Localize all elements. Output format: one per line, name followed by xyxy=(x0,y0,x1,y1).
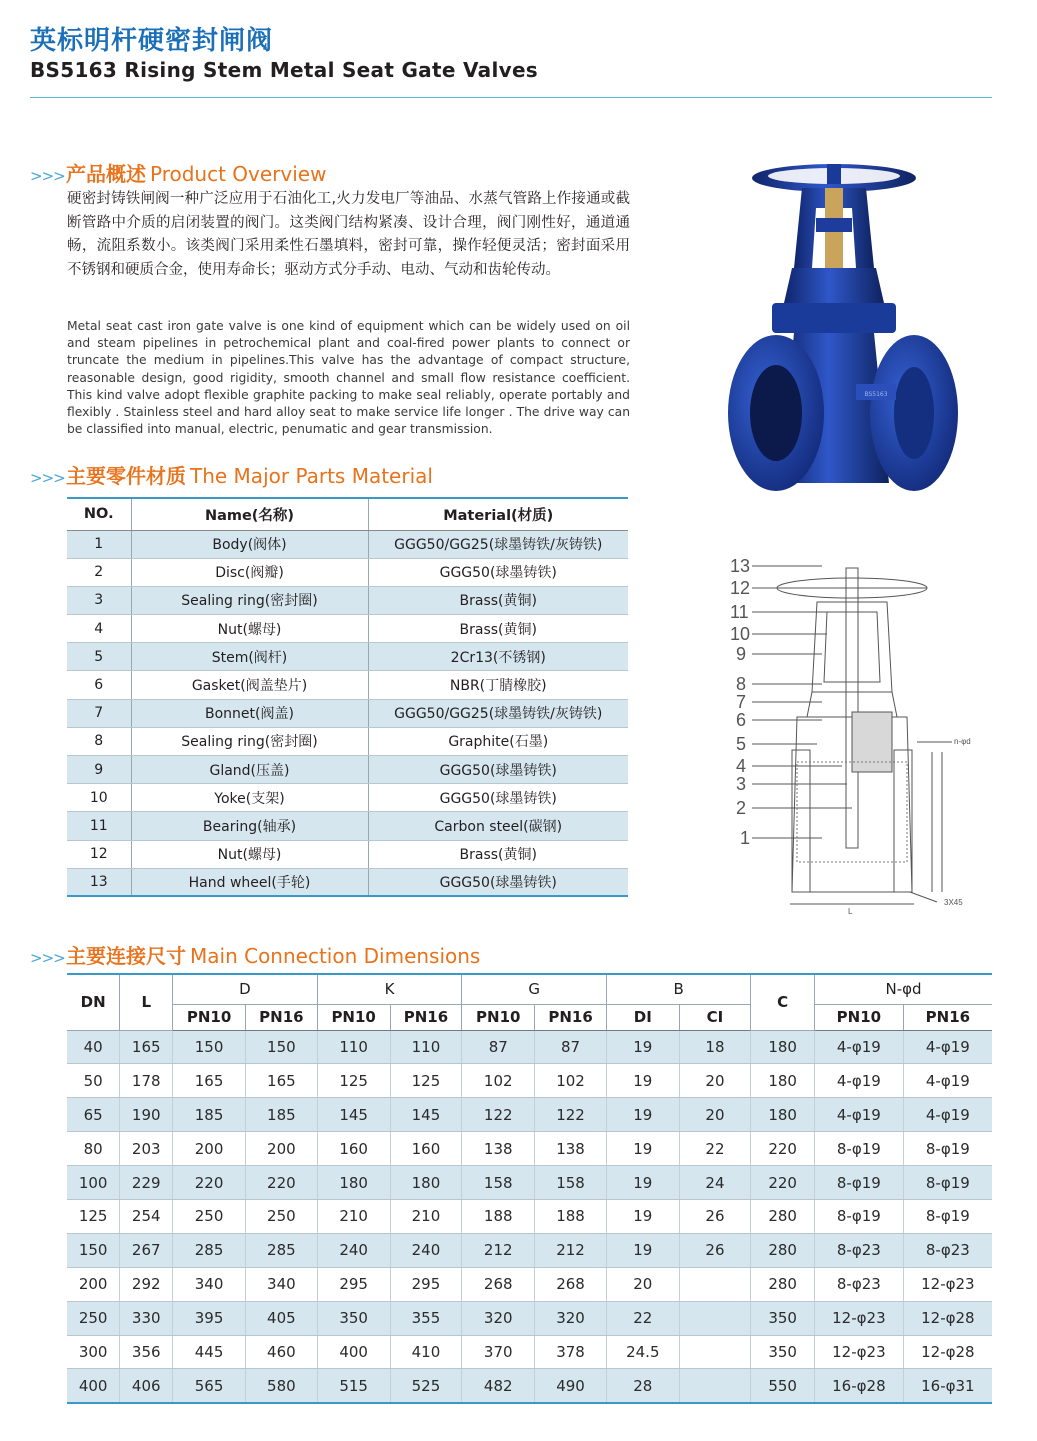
cell-g-pn16: 320 xyxy=(535,1301,607,1335)
cell-g-pn10: 102 xyxy=(462,1064,535,1098)
svg-text:9: 9 xyxy=(736,644,747,664)
table-row xyxy=(67,1064,992,1098)
cell-dn: 125 xyxy=(67,1199,120,1233)
cell-c: 350 xyxy=(751,1335,815,1369)
part-material: Brass(黄铜) xyxy=(368,586,628,614)
cell-c: 550 xyxy=(751,1369,815,1403)
length-label: L xyxy=(848,907,853,916)
table-row xyxy=(67,784,628,812)
cell-d-pn10: 250 xyxy=(173,1199,246,1233)
cell-d-pn10: 220 xyxy=(173,1166,246,1200)
table-row xyxy=(67,615,628,643)
page-title-cn: 英标明杆硬密封闸阀 xyxy=(30,26,274,56)
dimensions-table xyxy=(67,973,992,1404)
cell-c: 350 xyxy=(751,1301,815,1335)
cell-g-pn16: 188 xyxy=(535,1199,607,1233)
cell-g-pn10: 370 xyxy=(462,1335,535,1369)
cell-k-pn16: 240 xyxy=(390,1233,462,1267)
subcolumn-header: PN10 xyxy=(462,1004,535,1030)
table-row xyxy=(67,1098,992,1132)
part-no: 4 xyxy=(67,615,131,643)
cell-n-d-pn10: 4-φ19 xyxy=(815,1098,904,1132)
section-arrow-icon: >>> xyxy=(30,167,65,185)
subcolumn-header: CI xyxy=(679,1004,751,1030)
table-row xyxy=(67,868,628,896)
cell-b-ci: 18 xyxy=(679,1030,751,1064)
cell-g-pn10: 122 xyxy=(462,1098,535,1132)
cell-n-d-pn16: 12-φ28 xyxy=(903,1335,992,1369)
part-name: Stem(阀杆) xyxy=(131,643,368,671)
column-header-n-d: N-φd xyxy=(815,974,992,1004)
table-row xyxy=(67,1132,992,1166)
cell-b-di: 19 xyxy=(606,1233,679,1267)
part-material: GGG50(球墨铸铁) xyxy=(368,558,628,586)
cell-l: 406 xyxy=(120,1369,173,1403)
part-name: Sealing ring(密封圈) xyxy=(131,727,368,755)
dims-heading-cn: 主要连接尺寸 xyxy=(66,944,186,968)
svg-text:8: 8 xyxy=(736,674,747,694)
column-header: NO. xyxy=(67,498,131,530)
cell-b-ci: 26 xyxy=(679,1199,751,1233)
cell-n-d-pn10: 8-φ23 xyxy=(815,1267,904,1301)
dims-header-row xyxy=(67,974,992,1004)
part-name: Nut(螺母) xyxy=(131,615,368,643)
cell-c: 220 xyxy=(751,1166,815,1200)
part-material: GGG50(球墨铸铁) xyxy=(368,756,628,784)
cell-c: 180 xyxy=(751,1098,815,1132)
table-row xyxy=(67,1267,992,1301)
subcolumn-header: PN10 xyxy=(173,1004,246,1030)
table-row xyxy=(67,756,628,784)
part-name: Body(阀体) xyxy=(131,530,368,558)
cell-d-pn16: 200 xyxy=(245,1132,317,1166)
part-material: NBR(丁腈橡胶) xyxy=(368,671,628,699)
subcolumn-header: PN16 xyxy=(390,1004,462,1030)
cell-k-pn16: 355 xyxy=(390,1301,462,1335)
svg-text:6: 6 xyxy=(736,710,747,730)
column-header-g: G xyxy=(462,974,607,1004)
cell-dn: 200 xyxy=(67,1267,120,1301)
cell-b-di: 19 xyxy=(606,1199,679,1233)
cell-g-pn16: 212 xyxy=(535,1233,607,1267)
cell-c: 280 xyxy=(751,1199,815,1233)
subcolumn-header: PN16 xyxy=(903,1004,992,1030)
cell-k-pn16: 210 xyxy=(390,1199,462,1233)
cell-d-pn10: 150 xyxy=(173,1030,246,1064)
cell-c: 280 xyxy=(751,1267,815,1301)
cell-d-pn16: 405 xyxy=(245,1301,317,1335)
cell-b-di: 19 xyxy=(606,1166,679,1200)
cell-k-pn10: 350 xyxy=(317,1301,390,1335)
cell-n-d-pn10: 12-φ23 xyxy=(815,1301,904,1335)
cell-d-pn16: 580 xyxy=(245,1369,317,1403)
column-header-l: L xyxy=(120,974,173,1030)
part-no: 6 xyxy=(67,671,131,699)
cell-dn: 65 xyxy=(67,1098,120,1132)
cell-b-di: 22 xyxy=(606,1301,679,1335)
cell-k-pn10: 145 xyxy=(317,1098,390,1132)
table-row xyxy=(67,1369,992,1403)
part-no: 5 xyxy=(67,643,131,671)
part-material: Brass(黄铜) xyxy=(368,840,628,868)
part-material: 2Cr13(不锈钢) xyxy=(368,643,628,671)
valve-section-drawing xyxy=(722,552,972,922)
cell-g-pn10: 188 xyxy=(462,1199,535,1233)
cell-n-d-pn10: 8-φ19 xyxy=(815,1132,904,1166)
overview-heading-en: Product Overview xyxy=(150,162,327,186)
svg-text:10: 10 xyxy=(730,624,751,644)
cell-g-pn10: 268 xyxy=(462,1267,535,1301)
svg-text:12: 12 xyxy=(730,578,751,598)
dims-heading xyxy=(30,940,480,969)
cell-n-d-pn16: 8-φ19 xyxy=(903,1166,992,1200)
svg-text:4: 4 xyxy=(736,756,747,776)
part-no: 11 xyxy=(67,812,131,840)
cell-n-d-pn16: 4-φ19 xyxy=(903,1098,992,1132)
cell-k-pn10: 180 xyxy=(317,1166,390,1200)
cell-b-ci xyxy=(679,1369,751,1403)
cell-d-pn10: 395 xyxy=(173,1301,246,1335)
part-name: Yoke(支架) xyxy=(131,784,368,812)
cell-k-pn10: 160 xyxy=(317,1132,390,1166)
part-no: 10 xyxy=(67,784,131,812)
table-row xyxy=(67,1301,992,1335)
cell-n-d-pn16: 12-φ28 xyxy=(903,1301,992,1335)
cell-c: 280 xyxy=(751,1233,815,1267)
part-no: 13 xyxy=(67,868,131,896)
table-row xyxy=(67,1233,992,1267)
overview-text-en: Metal seat cast iron gate valve is one kind of equipment which can be widely used on oil and steam pipelines in petrochemical plant and coal-fired power plants to connect or truncate the medium in pipelines.This valve has the advantage of compact structure, reasonable design, good rigidity, smooth channel and small flow resistance coefficient. This kind valve adopt flexible graphite packing to make seal reliably, operate portably and flexibly . Stainless steel and hard alloy seat to make service life longer . The drive way can be classified into manual, electric, penumatic and gear transmission. xyxy=(67,319,630,437)
cell-d-pn16: 250 xyxy=(245,1199,317,1233)
parts-heading xyxy=(30,460,433,489)
nameplate: BS5163 xyxy=(864,391,888,398)
part-material: GGG50(球墨铸铁) xyxy=(368,868,628,896)
cell-b-di: 19 xyxy=(606,1064,679,1098)
svg-text:1: 1 xyxy=(740,828,751,848)
cell-b-di: 24.5 xyxy=(606,1335,679,1369)
table-row xyxy=(67,812,628,840)
cell-g-pn10: 158 xyxy=(462,1166,535,1200)
chamfer-label: 3X45 xyxy=(944,898,963,907)
part-no: 1 xyxy=(67,530,131,558)
subcolumn-header: PN10 xyxy=(815,1004,904,1030)
cell-k-pn16: 145 xyxy=(390,1098,462,1132)
cell-d-pn16: 150 xyxy=(245,1030,317,1064)
cell-dn: 40 xyxy=(67,1030,120,1064)
subcolumn-header: DI xyxy=(606,1004,679,1030)
cell-k-pn10: 210 xyxy=(317,1199,390,1233)
cell-k-pn16: 160 xyxy=(390,1132,462,1166)
part-name: Hand wheel(手轮) xyxy=(131,868,368,896)
cell-l: 165 xyxy=(120,1030,173,1064)
cell-l: 229 xyxy=(120,1166,173,1200)
cell-b-ci xyxy=(679,1335,751,1369)
cell-b-ci: 26 xyxy=(679,1233,751,1267)
page-title-en: BS5163 Rising Stem Metal Seat Gate Valves xyxy=(30,58,539,82)
cell-k-pn10: 515 xyxy=(317,1369,390,1403)
cell-dn: 50 xyxy=(67,1064,120,1098)
cell-n-d-pn10: 4-φ19 xyxy=(815,1064,904,1098)
cell-c: 220 xyxy=(751,1132,815,1166)
svg-text:7: 7 xyxy=(736,692,747,712)
cell-g-pn10: 212 xyxy=(462,1233,535,1267)
column-header: Material(材质) xyxy=(368,498,628,530)
cell-dn: 150 xyxy=(67,1233,120,1267)
column-header-b: B xyxy=(606,974,750,1004)
cell-n-d-pn16: 8-φ19 xyxy=(903,1132,992,1166)
gate-valve-photo xyxy=(724,158,974,518)
cell-b-di: 20 xyxy=(606,1267,679,1301)
part-material: GGG50/GG25(球墨铸铁/灰铸铁) xyxy=(368,699,628,727)
cell-b-ci: 22 xyxy=(679,1132,751,1166)
table-row xyxy=(67,530,628,558)
table-row xyxy=(67,699,628,727)
title-divider xyxy=(30,97,992,98)
overview-text-cn: 硬密封铸铁闸阀一种广泛应用于石油化工,火力发电厂等油品、水蒸气管路上作接通或截断管路中介质的启闭装置的阀门。这类阀门结构紧凑、设计合理，阀门刚性好，通道通畅，流阻系数小。该类阀门采用柔性石墨填料，密封可靠，操作轻便灵活；密封面采用不锈钢和硬质合金，使用寿命长；驱动方式分手动、电动、气动和齿轮传动。 xyxy=(67,191,630,278)
subcolumn-header: PN16 xyxy=(535,1004,607,1030)
cell-d-pn16: 460 xyxy=(245,1335,317,1369)
part-no: 3 xyxy=(67,586,131,614)
part-name: Sealing ring(密封圈) xyxy=(131,586,368,614)
svg-text:11: 11 xyxy=(730,602,749,622)
cell-n-d-pn16: 4-φ19 xyxy=(903,1030,992,1064)
cell-k-pn10: 400 xyxy=(317,1335,390,1369)
cell-c: 180 xyxy=(751,1064,815,1098)
cell-l: 330 xyxy=(120,1301,173,1335)
cell-l: 178 xyxy=(120,1064,173,1098)
cell-l: 254 xyxy=(120,1199,173,1233)
cell-k-pn10: 240 xyxy=(317,1233,390,1267)
cell-d-pn10: 200 xyxy=(173,1132,246,1166)
cell-g-pn16: 87 xyxy=(535,1030,607,1064)
cell-g-pn10: 482 xyxy=(462,1369,535,1403)
cell-d-pn10: 285 xyxy=(173,1233,246,1267)
cell-n-d-pn16: 8-φ19 xyxy=(903,1199,992,1233)
dims-table-body xyxy=(67,1030,992,1403)
part-no: 12 xyxy=(67,840,131,868)
cell-g-pn10: 320 xyxy=(462,1301,535,1335)
cell-b-di: 19 xyxy=(606,1132,679,1166)
cell-dn: 100 xyxy=(67,1166,120,1200)
parts-heading-en: The Major Parts Material xyxy=(190,464,433,488)
cell-g-pn16: 122 xyxy=(535,1098,607,1132)
cell-n-d-pn10: 16-φ28 xyxy=(815,1369,904,1403)
part-name: Bonnet(阀盖) xyxy=(131,699,368,727)
part-no: 7 xyxy=(67,699,131,727)
cell-l: 356 xyxy=(120,1335,173,1369)
dims-heading-en: Main Connection Dimensions xyxy=(190,944,481,968)
cell-n-d-pn16: 4-φ19 xyxy=(903,1064,992,1098)
table-row xyxy=(67,586,628,614)
part-no: 9 xyxy=(67,756,131,784)
parts-material-table xyxy=(67,497,628,897)
cell-g-pn16: 378 xyxy=(535,1335,607,1369)
cell-dn: 300 xyxy=(67,1335,120,1369)
cell-d-pn10: 165 xyxy=(173,1064,246,1098)
section-arrow-icon: >>> xyxy=(30,949,65,967)
cell-b-di: 19 xyxy=(606,1098,679,1132)
cell-g-pn16: 138 xyxy=(535,1132,607,1166)
cell-k-pn10: 295 xyxy=(317,1267,390,1301)
cell-k-pn16: 125 xyxy=(390,1064,462,1098)
parts-heading-cn: 主要零件材质 xyxy=(66,464,186,488)
cell-n-d-pn16: 16-φ31 xyxy=(903,1369,992,1403)
column-header-dn: DN xyxy=(67,974,120,1030)
part-no: 8 xyxy=(67,727,131,755)
overview-heading-cn: 产品概述 xyxy=(66,162,146,186)
cell-d-pn10: 185 xyxy=(173,1098,246,1132)
column-header: Name(名称) xyxy=(131,498,368,530)
cell-dn: 80 xyxy=(67,1132,120,1166)
cell-g-pn16: 268 xyxy=(535,1267,607,1301)
parts-table-header xyxy=(67,498,628,530)
part-no: 2 xyxy=(67,558,131,586)
column-header-d: D xyxy=(173,974,318,1004)
cell-l: 292 xyxy=(120,1267,173,1301)
cell-k-pn16: 410 xyxy=(390,1335,462,1369)
cell-b-di: 19 xyxy=(606,1030,679,1064)
table-row xyxy=(67,1335,992,1369)
svg-text:2: 2 xyxy=(736,798,747,818)
svg-text:13: 13 xyxy=(730,556,751,576)
cell-d-pn16: 340 xyxy=(245,1267,317,1301)
column-header-c: C xyxy=(751,974,815,1030)
cell-n-d-pn10: 4-φ19 xyxy=(815,1030,904,1064)
subcolumn-header: PN10 xyxy=(317,1004,390,1030)
cell-dn: 250 xyxy=(67,1301,120,1335)
cell-g-pn10: 138 xyxy=(462,1132,535,1166)
cell-g-pn16: 102 xyxy=(535,1064,607,1098)
part-name: Disc(阀瓣) xyxy=(131,558,368,586)
cell-d-pn10: 565 xyxy=(173,1369,246,1403)
cell-b-ci xyxy=(679,1267,751,1301)
cell-d-pn16: 165 xyxy=(245,1064,317,1098)
part-material: GGG50(球墨铸铁) xyxy=(368,784,628,812)
part-material: Graphite(石墨) xyxy=(368,727,628,755)
table-row xyxy=(67,727,628,755)
cell-n-d-pn16: 12-φ23 xyxy=(903,1267,992,1301)
part-name: Gasket(阀盖垫片) xyxy=(131,671,368,699)
cell-d-pn16: 285 xyxy=(245,1233,317,1267)
cell-d-pn16: 185 xyxy=(245,1098,317,1132)
cell-l: 203 xyxy=(120,1132,173,1166)
part-name: Bearing(轴承) xyxy=(131,812,368,840)
part-name: Gland(压盖) xyxy=(131,756,368,784)
cell-d-pn10: 445 xyxy=(173,1335,246,1369)
cell-c: 180 xyxy=(751,1030,815,1064)
section-arrow-icon: >>> xyxy=(30,469,65,487)
cell-g-pn10: 87 xyxy=(462,1030,535,1064)
cell-k-pn16: 110 xyxy=(390,1030,462,1064)
cell-g-pn16: 158 xyxy=(535,1166,607,1200)
svg-text:5: 5 xyxy=(736,734,747,754)
dims-subheader-row xyxy=(67,1004,992,1030)
bolt-label: n-φd xyxy=(954,737,971,746)
cell-b-ci: 20 xyxy=(679,1064,751,1098)
part-material: Carbon steel(碳钢) xyxy=(368,812,628,840)
cell-dn: 400 xyxy=(67,1369,120,1403)
part-material: Brass(黄铜) xyxy=(368,615,628,643)
table-row xyxy=(67,671,628,699)
table-row xyxy=(67,1199,992,1233)
cell-b-di: 28 xyxy=(606,1369,679,1403)
cell-g-pn16: 490 xyxy=(535,1369,607,1403)
table-row xyxy=(67,1030,992,1064)
table-row xyxy=(67,643,628,671)
column-header-k: K xyxy=(317,974,462,1004)
cell-k-pn16: 525 xyxy=(390,1369,462,1403)
cell-l: 267 xyxy=(120,1233,173,1267)
cell-n-d-pn10: 8-φ23 xyxy=(815,1233,904,1267)
table-row xyxy=(67,558,628,586)
cell-l: 190 xyxy=(120,1098,173,1132)
part-name: Nut(螺母) xyxy=(131,840,368,868)
cell-d-pn16: 220 xyxy=(245,1166,317,1200)
svg-text:3: 3 xyxy=(736,774,747,794)
cell-k-pn16: 180 xyxy=(390,1166,462,1200)
cell-n-d-pn10: 8-φ19 xyxy=(815,1166,904,1200)
subcolumn-header: PN16 xyxy=(245,1004,317,1030)
part-material: GGG50/GG25(球墨铸铁/灰铸铁) xyxy=(368,530,628,558)
cell-k-pn10: 125 xyxy=(317,1064,390,1098)
cell-d-pn10: 340 xyxy=(173,1267,246,1301)
cell-n-d-pn10: 12-φ23 xyxy=(815,1335,904,1369)
cell-b-ci: 24 xyxy=(679,1166,751,1200)
part-callouts xyxy=(730,556,750,848)
cell-b-ci xyxy=(679,1301,751,1335)
cell-n-d-pn10: 8-φ19 xyxy=(815,1199,904,1233)
cell-n-d-pn16: 8-φ23 xyxy=(903,1233,992,1267)
table-row xyxy=(67,840,628,868)
cell-k-pn10: 110 xyxy=(317,1030,390,1064)
cell-b-ci: 20 xyxy=(679,1098,751,1132)
table-row xyxy=(67,1166,992,1200)
cell-k-pn16: 295 xyxy=(390,1267,462,1301)
overview-heading xyxy=(30,158,326,187)
